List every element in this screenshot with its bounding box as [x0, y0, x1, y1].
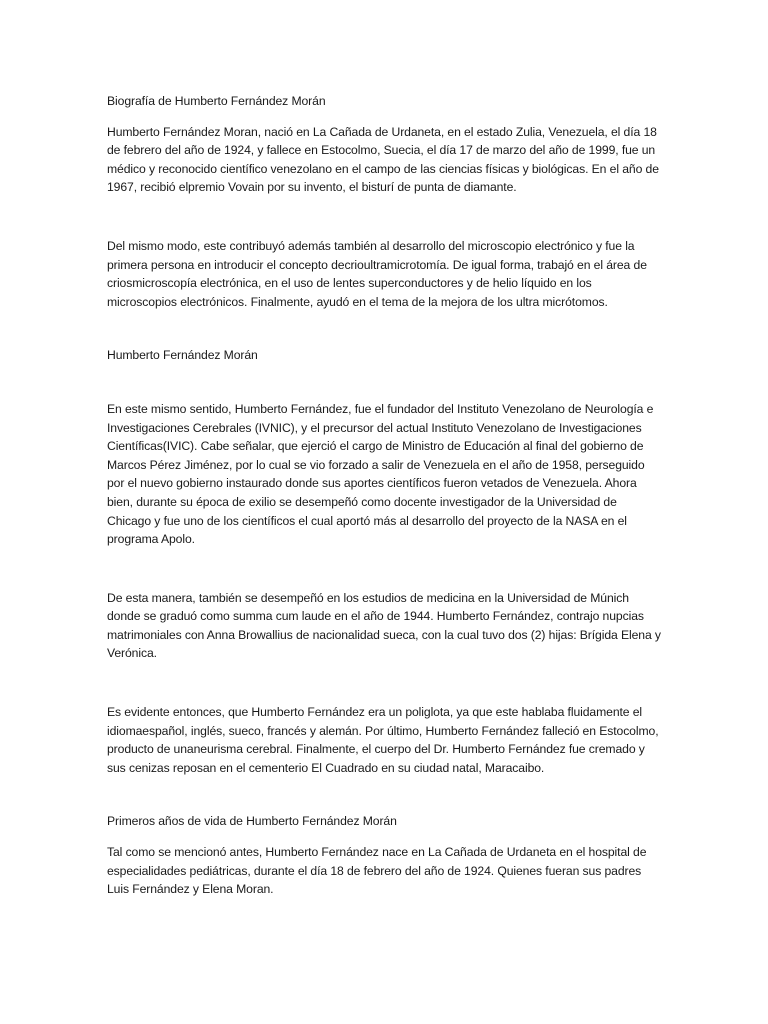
document-body: [107, 92, 663, 899]
section-heading-name: Humberto Fernández Morán: [107, 348, 258, 363]
paragraph-institutes-and-exile: En este mismo sentido, Humberto Fernández, fue el fundador del Instituto Venezolano de Neurología e Investigaciones Cerebrales (IVNIC), y el precursor del actual Instituto Venezolano de Investigaciones Científicas(IVIC). Cabe señalar, que ejerció el cargo de Ministro de Educación al final del gobierno de Marcos Pérez Jiménez, por lo cual se vio forzado a salir de Venezuela en el año de 1958, perseguido por el nuevo gobierno instaurado donde sus aportes científicos fueron vetados de Venezuela. Ahora bien, durante su época de exilio se desempeñó como docente investigador de la Universidad de Chicago y fue uno de los científicos el cual aportó más al desarrollo del proyecto de la NASA en el programa Apolo.: [107, 401, 654, 547]
paragraph-birth-and-death: Humberto Fernández Moran, nació en La Cañada de Urdaneta, en el estado Zulia, Venezuela, el día 18 de febrero del año de 1924, y fallece en Estocolmo, Suecia, el día 17 de marzo del año de 1999, fue un médico y reconocido científico venezolano en el campo de las ciencias físicas y biológicas. En el año de 1967, recibió elpremio Vovain por su invento, el bisturí de punta de diamante.: [107, 124, 659, 195]
paragraph-languages-and-death: Es evidente entonces, que Humberto Fernández era un poliglota, ya que este hablaba fluidamente el idiomaespañol, inglés, sueco, francés y alemán. Por último, Humberto Fernández falleció en Estocolmo, producto de unaneurisma cerebral. Finalmente, el cuerpo del Dr. Humberto Fernández fue cremado y sus cenizas reposan en el cementerio El Cuadrado en su ciudad natal, Maracaibo.: [107, 705, 659, 775]
paragraph-early-years: Tal como se mencionó antes, Humberto Fernández nace en La Cañada de Urdaneta en el hospital de especialidades pediátricas, durante el día 18 de febrero del año de 1924. Quienes fueran sus padres Luis Fernández y Elena Moran.: [107, 845, 647, 897]
section-heading-early-years: Primeros años de vida de Humberto Fernández Morán: [107, 814, 397, 829]
document-title: Biografía de Humberto Fernández Morán: [107, 94, 326, 108]
paragraph-studies-and-family: De esta manera, también se desempeñó en los estudios de medicina en la Universidad de Múnich donde se graduó como summa cum laude en el año de 1944. Humberto Fernández, contrajo nupcias matrimoniales con Anna Browallius de nacionalidad sueca, con la cual tuvo dos (2) hijas: Brígida Elena y Verónica.: [107, 590, 661, 661]
paragraph-microscopy-contributions: Del mismo modo, este contribuyó además también al desarrollo del microscopio electrónico y fue la primera persona en introducir el concepto decrioultramicrotomía. De igual forma, trabajó en el área de criosmicroscopía electrónica, en el uso de lentes superconductores y de helio líquido en los microscopios electrónicos. Finalmente, ayudó en el tema de la mejora de los ultra micrótomos.: [107, 238, 647, 309]
